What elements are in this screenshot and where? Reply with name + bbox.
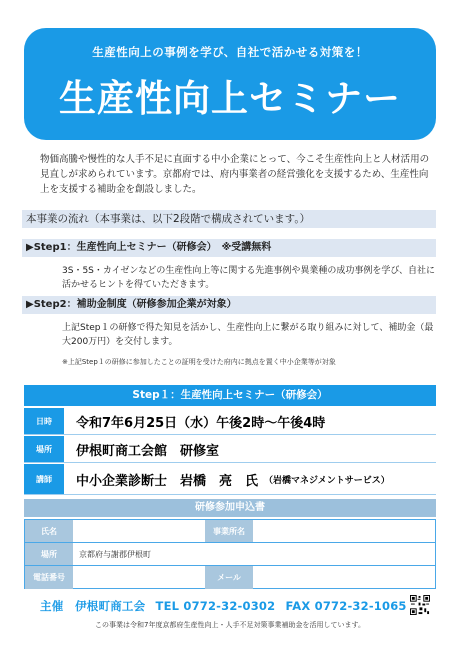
- date-value: 令和7年6月25日（水）午後2時～午後4時: [76, 415, 326, 431]
- speaker-value: [76, 464, 390, 494]
- place-field[interactable]: 京都府与謝郡伊根町: [79, 549, 151, 559]
- speaker-org: （岩橋マネジメントサービス）: [264, 475, 390, 486]
- qr-code-icon: [410, 595, 430, 615]
- application-form: [24, 519, 436, 589]
- step1-heading: ▶Step1：生産性向上セミナー（研修会） ※受講無料: [22, 239, 436, 257]
- speaker-name: 中小企業診断士 岩橋 亮 氏: [76, 473, 259, 489]
- seminar-title: Step１：生産性向上セミナー（研修会）: [24, 385, 436, 406]
- form-title: 研修参加申込書: [24, 499, 436, 517]
- step2-note: ※上記Step１の研修に参加したことの証明を受けた府内に拠点を置く中小企業等が対象: [62, 358, 336, 366]
- banner-subtitle: 生産性向上の事例を学び、自社で活かせる対策を！: [92, 45, 368, 59]
- mail-field[interactable]: [253, 566, 435, 589]
- organizer-tel: TEL 0772-32-0302: [155, 599, 276, 613]
- seminar-venue-row: [24, 436, 436, 463]
- organizer-name: 主催 伊根町商工会: [40, 599, 146, 613]
- seminar-speaker-row: [24, 464, 436, 495]
- intro-text: 物価高騰や慢性的な人手不足に直面する中小企業にとって、今こそ生産性向上と人材活用の見直しが求められています。京都府では、府内事業者の経営強化を支援するため、生産性向上を支援する補助金を創設しました。: [40, 154, 430, 195]
- organizer-fax: FAX 0772-32-1065: [285, 599, 407, 613]
- form-row-contact: [25, 566, 435, 589]
- form-row-name: [25, 520, 435, 543]
- funding-note: この事業は令和7年度京都府生産性向上・人手不足対策事業補助金を活用しています。: [95, 621, 365, 629]
- company-label: 事業所名: [205, 520, 253, 542]
- organizer-contact: [40, 598, 413, 614]
- date-label: 日時: [24, 408, 64, 434]
- name-label: 氏名: [25, 520, 73, 542]
- company-field[interactable]: [253, 520, 435, 542]
- form-row-place: [25, 543, 435, 566]
- step2-heading: ▶Step2：補助金制度（研修参加企業が対象）: [22, 296, 436, 314]
- page-title: 生産性向上セミナー: [59, 77, 401, 120]
- venue-label: 場所: [24, 436, 64, 462]
- flow-heading: 本事業の流れ（本事業は、以下2段階で構成されています。）: [22, 210, 436, 228]
- place-label: 場所: [25, 543, 73, 565]
- venue-value: 伊根町商工会館 研修室: [76, 443, 220, 459]
- speaker-label: 講師: [24, 464, 64, 494]
- step1-text: 3S・5S・カイゼンなどの生産性向上等に関する先進事例や異業種の成功事例を学び、自社に活かせるヒントを得ていただきます。: [62, 266, 435, 290]
- phone-label: 電話番号: [25, 566, 73, 589]
- mail-label: メール: [205, 566, 253, 589]
- name-field[interactable]: [73, 520, 205, 542]
- seminar-date-row: [24, 408, 436, 435]
- step2-text: 上記Step１の研修で得た知見を活かし、生産性向上に繋がる取り組みに対して、補助金（最大200万円）を交付します。: [62, 323, 434, 347]
- phone-field[interactable]: [73, 566, 205, 589]
- header-banner: [24, 28, 436, 140]
